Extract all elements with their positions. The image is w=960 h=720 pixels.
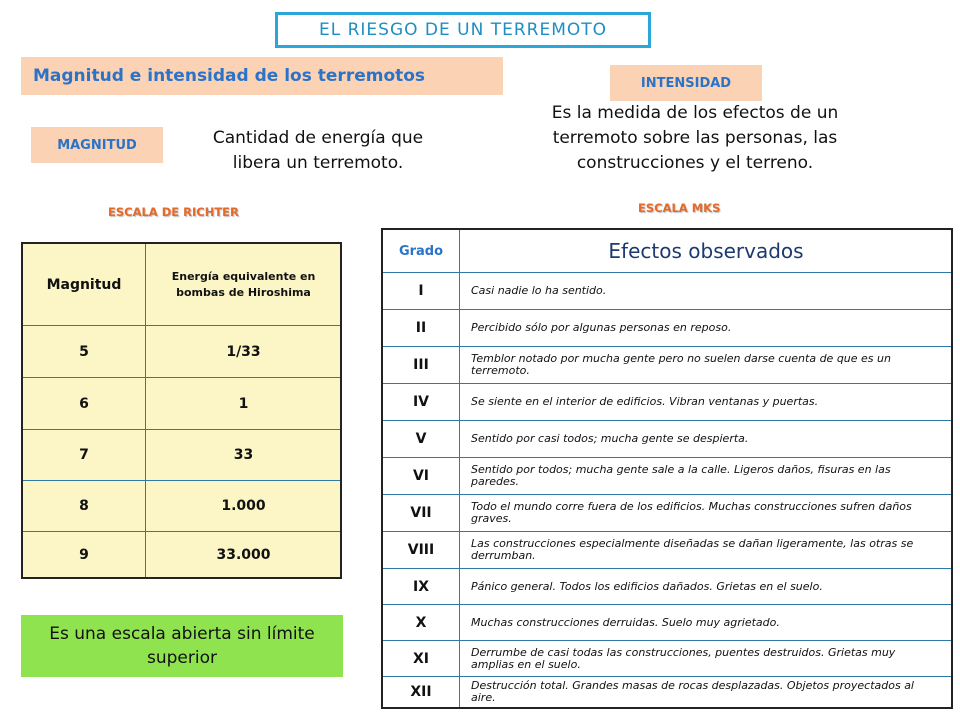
mks-header-row	[383, 230, 951, 272]
mks-effect-cell: Pánico general. Todos los edificios dañados. Grietas en el suelo.	[471, 579, 823, 593]
table-row	[383, 676, 951, 707]
mks-effect-cell: Derrumbe de casi todas las construcciones, puentes destruidos. Grietas muy amplias en el suelo.	[471, 645, 896, 671]
table-row	[383, 531, 951, 568]
mks-grade-cell: VI	[412, 468, 430, 484]
richter-magnitude-cell: 7	[79, 447, 89, 463]
mks-effect-cell: Temblor notado por mucha gente pero no suelen darse cuenta de que es un terremoto.	[471, 352, 891, 377]
richter-magnitude-cell: 9	[79, 546, 89, 563]
richter-energy-cell: 1/33	[226, 343, 261, 360]
mks-grade-cell: VII	[410, 505, 432, 521]
richter-header-row	[23, 244, 340, 325]
mks-grade-cell: V	[415, 431, 427, 447]
table-row	[383, 494, 951, 531]
mks-grade-cell: II	[415, 320, 427, 336]
richter-table	[21, 242, 342, 579]
richter-scale-label: ESCALA DE RICHTER	[108, 205, 239, 219]
mks-grade-cell: XII	[410, 684, 432, 700]
mks-effect-cell: Se siente en el interior de edificios. Vibran ventanas y puertas.	[471, 395, 819, 408]
mks-header-grado: Grado	[398, 243, 444, 259]
table-row	[23, 325, 340, 377]
mks-effect-cell: Casi nadie lo ha sentido.	[471, 284, 607, 297]
mks-effect-cell: Todo el mundo corre fuera de los edificios. Muchas construcciones sufren daños graves.	[471, 500, 912, 525]
mks-scale-label: ESCALA MKS	[638, 201, 721, 215]
section-subtitle: Magnitud e intensidad de los terremotos	[21, 57, 503, 95]
table-row	[23, 531, 340, 577]
table-row	[383, 346, 951, 383]
mks-effect-cell: Destrucción total. Grandes masas de rocas desplazadas. Objetos proyectados al aire.	[471, 679, 914, 704]
mks-effect-cell: Muchas construcciones derruidas. Suelo muy agrietado.	[471, 615, 780, 629]
mks-effect-cell: Sentido por todos; mucha gente sale a la calle. Ligeros daños, fisuras en las paredes.	[471, 463, 891, 488]
table-row	[383, 383, 951, 420]
table-row	[383, 272, 951, 309]
richter-energy-cell: 33.000	[216, 546, 271, 563]
mks-effect-cell: Sentido por casi todos; mucha gente se despierta.	[471, 432, 749, 445]
richter-magnitude-cell: 8	[79, 498, 89, 514]
table-row	[383, 420, 951, 457]
table-row	[383, 568, 951, 604]
richter-energy-cell: 1	[238, 395, 249, 412]
intensidad-label: INTENSIDAD	[610, 65, 762, 101]
table-row	[383, 604, 951, 640]
mks-grade-cell: IX	[412, 578, 429, 595]
page-title: EL RIESGO DE UN TERREMOTO	[275, 12, 651, 48]
richter-open-scale-note: Es una escala abierta sin límite superior	[21, 615, 343, 677]
table-row	[23, 377, 340, 429]
richter-header-magnitud: Magnitud	[46, 276, 122, 293]
mks-table	[381, 228, 953, 709]
table-row	[383, 457, 951, 494]
magnitud-label: MAGNITUD	[31, 127, 163, 163]
table-row	[383, 640, 951, 676]
table-row	[383, 309, 951, 346]
richter-header-energia: Energía equivalente en bombas de Hiroshima	[171, 269, 316, 299]
table-row	[23, 429, 340, 480]
intensidad-description: Es la medida de los efectos de un terremoto sobre las personas, las construcciones y el terreno.	[551, 103, 839, 173]
richter-energy-cell: 1.000	[221, 498, 266, 514]
mks-effect-cell: Las construcciones especialmente diseñadas se dañan ligeramente, las otras se derrumban.	[471, 537, 914, 562]
richter-magnitude-cell: 6	[79, 395, 89, 412]
richter-magnitude-cell: 5	[79, 343, 89, 360]
magnitud-description: Cantidad de energía que libera un terremoto.	[212, 128, 424, 173]
mks-grade-cell: XI	[412, 650, 429, 667]
mks-grade-cell: IV	[412, 394, 430, 410]
table-row	[23, 480, 340, 531]
mks-effect-cell: Percibido sólo por algunas personas en reposo.	[471, 321, 732, 334]
mks-grade-cell: III	[413, 357, 429, 373]
mks-grade-cell: X	[415, 614, 427, 631]
richter-energy-cell: 33	[233, 447, 254, 463]
mks-grade-cell: I	[418, 283, 424, 299]
mks-grade-cell: VIII	[407, 542, 435, 558]
mks-header-efectos: Efectos observados	[608, 239, 804, 263]
